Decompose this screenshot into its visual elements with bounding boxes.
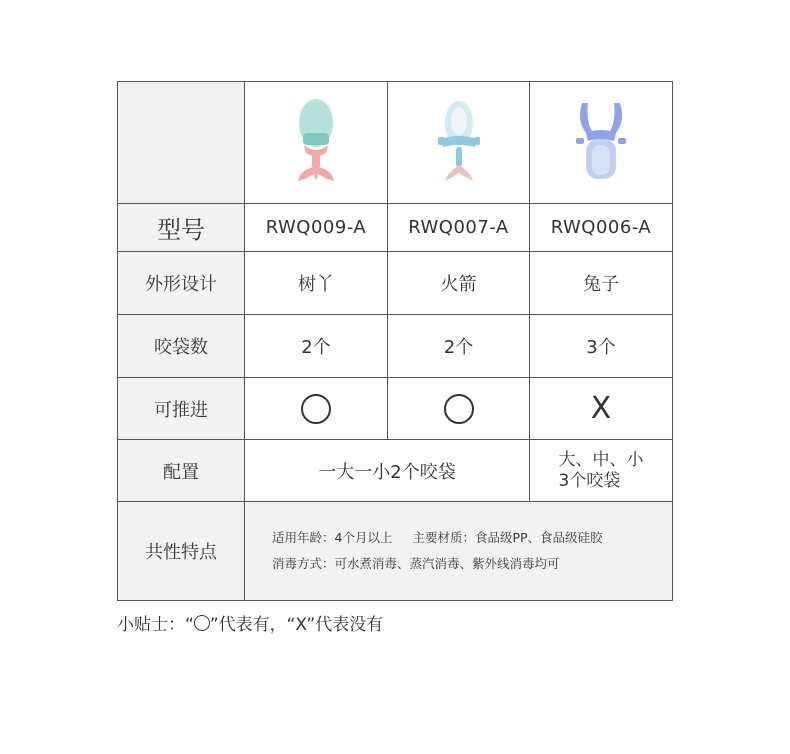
pushable-row xyxy=(118,378,673,440)
teether-rabbit-icon xyxy=(566,93,636,193)
pushable-label: 可推进 xyxy=(118,378,245,440)
model-value-3: RWQ006-A xyxy=(530,204,673,252)
tip-prefix: 小贴士：“ xyxy=(117,615,194,635)
shape-value-3: 兔子 xyxy=(530,252,673,315)
product-image-cell-3 xyxy=(530,82,673,204)
product-image-cell-2 xyxy=(388,82,530,204)
feature-material: 主要材质：食品级PP、食品级硅胶 xyxy=(412,530,603,545)
config-label: 配置 xyxy=(118,440,245,502)
circle-symbol-icon xyxy=(194,615,210,631)
config-value-3 xyxy=(530,440,673,502)
feature-disinfection: 消毒方式：可水煮消毒、蒸汽消毒、紫外线消毒均可 xyxy=(272,556,560,571)
model-value-2: RWQ007-A xyxy=(388,204,530,252)
bags-value-1: 2个 xyxy=(245,315,388,378)
pushable-value-1 xyxy=(245,378,388,440)
shape-row xyxy=(118,252,673,315)
features-value xyxy=(245,502,673,601)
comparison-table xyxy=(117,81,673,601)
model-label: 型号 xyxy=(118,204,245,252)
bags-value-3: 3个 xyxy=(530,315,673,378)
bags-value-2: 2个 xyxy=(388,315,530,378)
features-label: 共性特点 xyxy=(118,502,245,601)
teether-rocket-icon xyxy=(429,93,489,193)
pushable-value-2 xyxy=(388,378,530,440)
corner-cell xyxy=(118,82,245,204)
model-value-1: RWQ009-A xyxy=(245,204,388,252)
yes-circle-icon xyxy=(444,394,474,424)
image-row xyxy=(118,82,673,204)
shape-value-1: 树丫 xyxy=(245,252,388,315)
bags-row xyxy=(118,315,673,378)
config-shared-value: 一大一小2个咬袋 xyxy=(245,440,530,502)
config-value-3-line1: 大、中、小 xyxy=(558,449,644,470)
config-value-3-line2: 3个咬袋 xyxy=(558,470,621,491)
feature-age: 适用年龄：4个月以上 xyxy=(272,530,393,545)
shape-label: 外形设计 xyxy=(118,252,245,315)
bags-label: 咬袋数 xyxy=(118,315,245,378)
teether-pink-icon xyxy=(286,93,346,193)
shape-value-2: 火箭 xyxy=(388,252,530,315)
tip-note xyxy=(117,610,383,635)
tip-middle: ”代表有，“X”代表没有 xyxy=(209,615,384,635)
model-row xyxy=(118,204,673,252)
pushable-value-3 xyxy=(530,378,673,440)
features-row xyxy=(118,502,673,601)
config-row xyxy=(118,440,673,502)
yes-circle-icon xyxy=(301,394,331,424)
product-image-cell-1 xyxy=(245,82,388,204)
no-x-mark: X xyxy=(590,391,612,426)
